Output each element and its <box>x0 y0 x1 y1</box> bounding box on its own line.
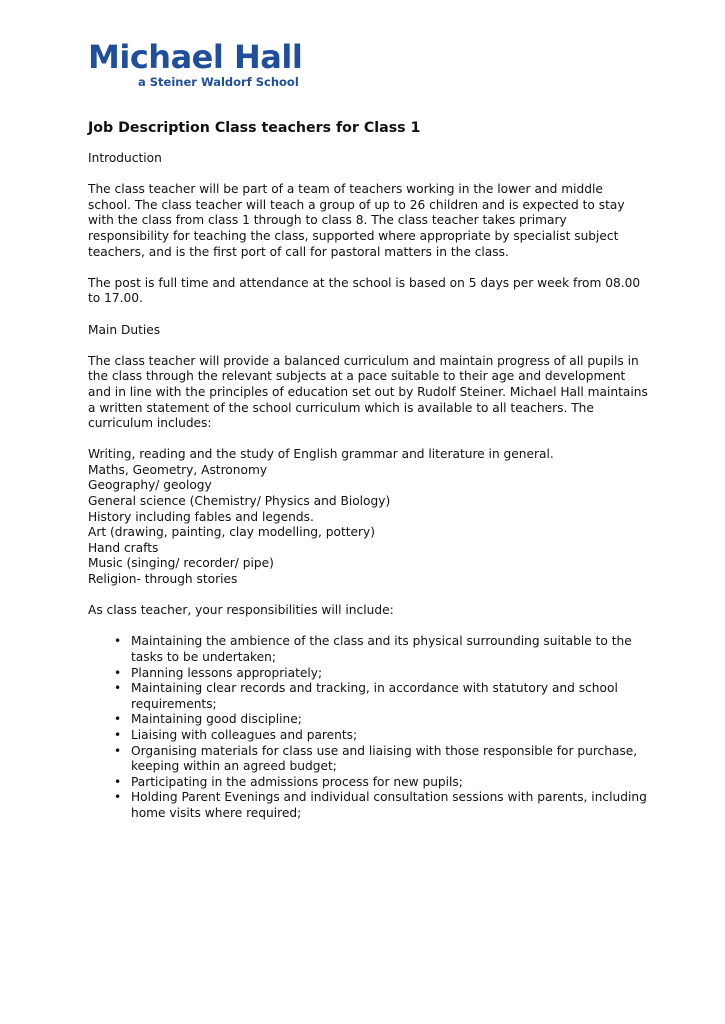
curriculum-item: Hand crafts <box>88 540 159 555</box>
curriculum-list <box>88 447 648 587</box>
bullet-icon: • <box>114 681 122 696</box>
list-item-text: Maintaining good discipline; <box>131 712 302 727</box>
logo-tagline: a Steiner Waldorf School <box>138 75 299 89</box>
list-item-text: Participating in the admissions process for new pupils; <box>131 774 463 789</box>
curriculum-item: History including fables and legends. <box>88 509 314 524</box>
curriculum-item: Maths, Geometry, Astronomy <box>88 462 268 477</box>
introduction-paragraph: The class teacher will be part of a team of teachers working in the lower and middle school. The class teacher will teach a group of up to 26 children and is expected to stay with the class from class 1 through to class 8. The class teacher takes primary responsibility for teaching the class, supported where appropriate by specialist subject teachers, and is the first port of call for pastoral matters in the class. <box>88 182 625 259</box>
bullet-icon: • <box>114 727 122 742</box>
logo-name: Michael Hall <box>88 38 303 76</box>
bullet-icon: • <box>114 634 122 649</box>
curriculum-item: Religion- through stories <box>88 572 238 587</box>
bullet-icon: • <box>114 774 122 789</box>
list-item-text: Organising materials for class use and liaising with those responsible for purchase, keeping within an agreed budget; <box>131 743 638 774</box>
list-item <box>114 728 648 744</box>
introduction-heading: Introduction <box>88 151 162 165</box>
curriculum-item: General science (Chemistry/ Physics and Biology) <box>88 494 391 509</box>
list-item <box>114 775 648 791</box>
document-body <box>88 113 648 822</box>
main-duties-heading: Main Duties <box>88 322 161 337</box>
bullet-icon: • <box>114 712 122 727</box>
list-item <box>114 790 648 821</box>
curriculum-item: Music (singing/ recorder/ pipe) <box>88 556 274 571</box>
document-title: Job Description Class teachers for Class 1 <box>88 120 421 136</box>
bullet-icon: • <box>114 665 122 680</box>
list-item-text: Holding Parent Evenings and individual consultation sessions with parents, including home visits where required; <box>131 790 647 820</box>
post-paragraph: The post is full time and attendance at the school is based on 5 days per week from 08.00 to 17.00. <box>88 275 641 306</box>
list-item <box>114 712 648 728</box>
curriculum-item: Writing, reading and the study of English grammar and literature in general. <box>88 447 554 462</box>
duties-paragraph: The class teacher will provide a balanced curriculum and maintain progress of all pupils in the class through the relevant subjects at a pace suitable to their age and development and in line with the principles of education set out by Rudolf Steiner. Michael Hall maintains a written statement of the school curriculum which is available to all teachers. The curriculum includes: <box>88 353 648 431</box>
list-item-text: Planning lessons appropriately; <box>131 665 323 680</box>
list-item <box>114 681 648 712</box>
list-item-text: Maintaining clear records and tracking, in accordance with statutory and school requirements; <box>131 681 618 711</box>
responsibilities-list <box>114 634 648 821</box>
list-item <box>114 744 648 775</box>
curriculum-item: Geography/ geology <box>88 478 212 493</box>
list-item <box>114 666 648 682</box>
curriculum-item: Art (drawing, painting, clay modelling, pottery) <box>88 525 376 540</box>
responsibilities-intro: As class teacher, your responsibilities will include: <box>88 603 394 618</box>
bullet-icon: • <box>114 790 122 805</box>
list-item <box>114 634 648 665</box>
list-item-text: Liaising with colleagues and parents; <box>131 727 358 742</box>
list-item-text: Maintaining the ambience of the class and its physical surrounding suitable to the tasks to be undertaken; <box>131 634 632 664</box>
bullet-icon: • <box>114 743 122 758</box>
school-logo <box>88 38 308 98</box>
